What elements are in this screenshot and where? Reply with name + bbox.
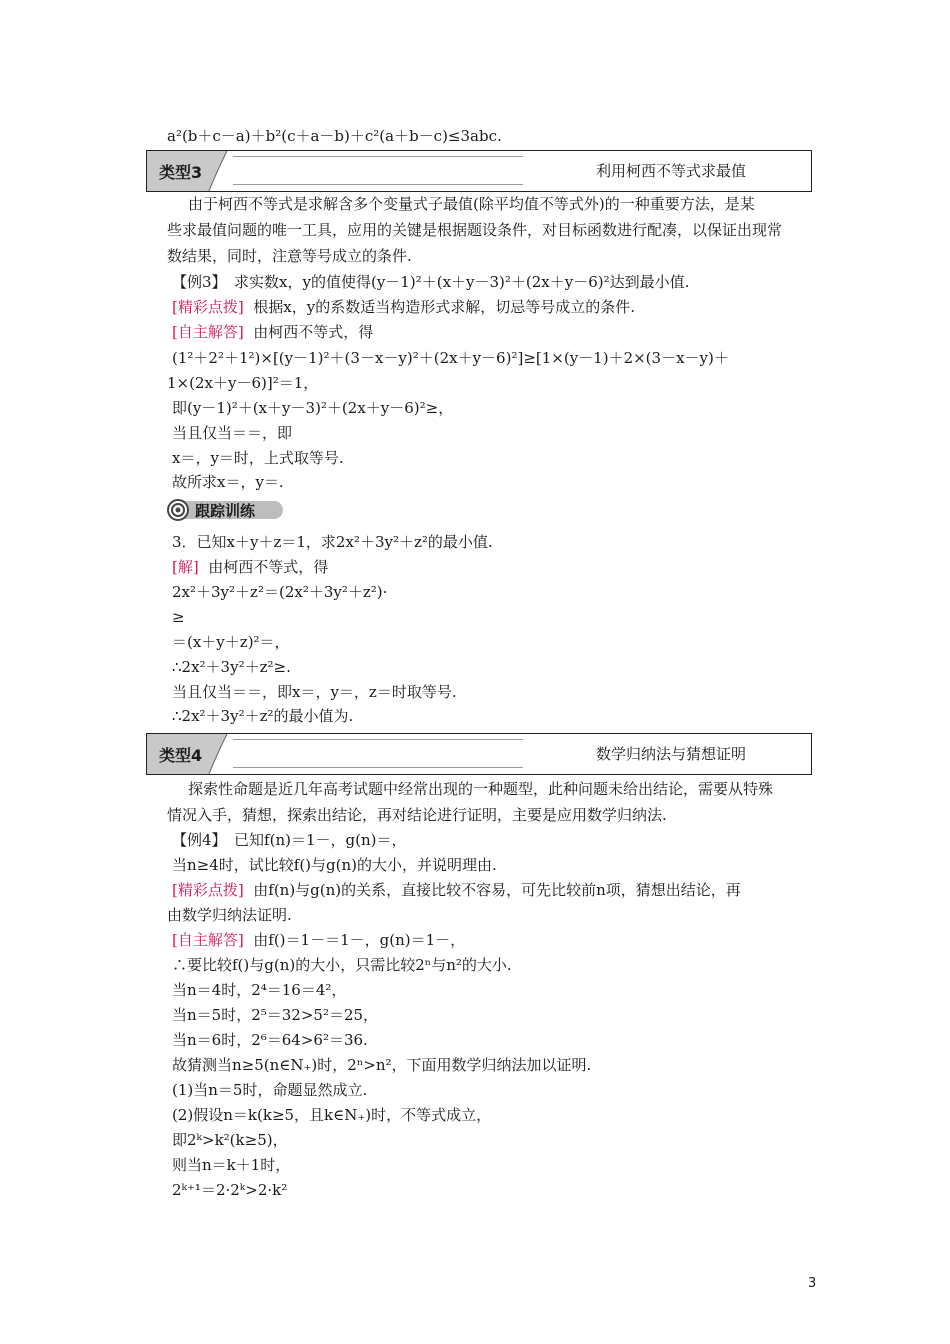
- formula-line: 即2ᵏ>k²(k≥5)，: [172, 1131, 288, 1149]
- self-answer: [172, 930, 465, 950]
- page-number: 3: [808, 1276, 817, 1291]
- section-rule: [233, 739, 523, 740]
- paragraph-line: 由数学归纳法证明.: [167, 906, 292, 924]
- formula-line: ≥: [172, 608, 185, 626]
- section-rule: [233, 767, 523, 768]
- paragraph-line: 由于柯西不等式是求解含多个变量式子最值(除平均值不等式外)的一种重要方法，是某: [188, 195, 755, 213]
- formula-line: ∴2x²＋3y²＋z²的最小值为.: [172, 707, 354, 725]
- section-tag-label: 类型3: [159, 163, 203, 182]
- formula-line: 当n＝6时，2⁶＝64>6²＝36.: [172, 1031, 368, 1049]
- formula-line: 则当n＝k＋1时，: [172, 1156, 291, 1174]
- formula-line: 故所求x＝，y＝.: [172, 473, 284, 491]
- answer-text: 由f()＝1－＝1－，g(n)＝1－，: [253, 931, 466, 949]
- section-tag-label: 类型4: [159, 746, 203, 765]
- formula-line: 当n≥4时，试比较f()与g(n)的大小，并说明理由.: [172, 856, 497, 874]
- self-answer-label: [自主解答]: [172, 323, 244, 341]
- formula-line: 故猜测当n≥5(n∈N₊)时，2ⁿ>n²，下面用数学归纳法加以证明.: [172, 1056, 592, 1074]
- formula-line: 当且仅当＝＝，即: [172, 424, 293, 442]
- formula-line: 即(y－1)²＋(x＋y－3)²＋(2x＋y－6)²≥，: [172, 399, 454, 417]
- paragraph-line: 情况入手，猜想，探索出结论，再对结论进行证明，主要是应用数学归纳法.: [167, 806, 667, 824]
- hint-text: 由f(n)与g(n)的关系，直接比较不容易，可先比较前n项，猜想出结论，再: [253, 881, 741, 899]
- paragraph-line: 些求最值问题的唯一工具，应用的关键是根据题设条件，对目标函数进行配凑，以保证出现常: [167, 221, 783, 239]
- formula-line: (1)当n＝5时，命题显然成立.: [172, 1081, 368, 1099]
- solution-label: [解]: [172, 558, 199, 576]
- highlight-hint: [172, 880, 741, 900]
- self-answer: [172, 322, 373, 342]
- hint-text: 根据x，y的系数适当构造形式求解，切忌等号成立的条件.: [253, 298, 635, 316]
- exercise-3: 3．已知x＋y＋z＝1，求2x²＋3y²＋z²的最小值.: [172, 533, 493, 551]
- section-title: 利用柯西不等式求最值: [595, 162, 746, 180]
- formula-line: 2x²＋3y²＋z²＝(2x²＋3y²＋z²)·: [172, 583, 388, 601]
- solution-text: 由柯西不等式，得: [208, 558, 329, 576]
- section-rule: [233, 156, 523, 157]
- formula-line: (2)假设n＝k(k≥5，且k∈N₊)时，不等式成立，: [172, 1106, 492, 1124]
- example-3: 【例3】 求实数x，y的值使得(y－1)²＋(x＋y－3)²＋(2x＋y－6)²达到最小值.: [172, 273, 690, 291]
- tracking-label: 跟踪训练: [195, 502, 256, 520]
- paragraph-line: 探索性命题是近几年高考试题中经常出现的一种题型，此种问题未给出结论，需要从特殊: [188, 780, 774, 798]
- formula-line: x＝，y＝时，上式取等号.: [172, 449, 344, 467]
- formula-line: 2ᵏ⁺¹＝2·2ᵏ>2·k²: [172, 1181, 288, 1199]
- highlight-hint: [172, 297, 635, 317]
- highlight-label: [精彩点拨]: [172, 881, 244, 899]
- formula-line: (1²＋2²＋1²)×[(y－1)²＋(3－x－y)²＋(2x＋y－6)²]≥[1×(y－1)＋2×(3－x－y)＋: [172, 349, 729, 367]
- section-rule: [233, 184, 523, 185]
- solution: [172, 557, 328, 577]
- formula-line: ∴要比较f()与g(n)的大小，只需比较2ⁿ与n²的大小.: [172, 956, 512, 974]
- section-title: 数学归纳法与猜想证明: [595, 745, 746, 763]
- formula-line: 1×(2x＋y－6)]²＝1，: [167, 374, 319, 392]
- section-type4: [146, 733, 812, 775]
- formula-line: ＝(x＋y＋z)²＝，: [172, 633, 290, 651]
- answer-text: 由柯西不等式，得: [253, 323, 374, 341]
- example-4: 【例4】 已知f(n)＝1－，g(n)＝，: [172, 831, 407, 849]
- formula-line: a²(b＋c－a)＋b²(c＋a－b)＋c²(a＋b－c)≤3abc.: [167, 127, 502, 145]
- paragraph-line: 数结果，同时，注意等号成立的条件.: [167, 247, 412, 265]
- formula-line: 当n＝4时，2⁴＝16＝4²，: [172, 981, 347, 999]
- highlight-label: [精彩点拨]: [172, 298, 244, 316]
- section-type3: [146, 150, 812, 192]
- formula-line: ∴2x²＋3y²＋z²≥.: [172, 658, 291, 676]
- formula-line: 当n＝5时，2⁵＝32>5²＝25，: [172, 1006, 379, 1024]
- self-answer-label: [自主解答]: [172, 931, 244, 949]
- formula-line: 当且仅当＝＝，即x＝，y＝，z＝时取等号.: [172, 683, 457, 701]
